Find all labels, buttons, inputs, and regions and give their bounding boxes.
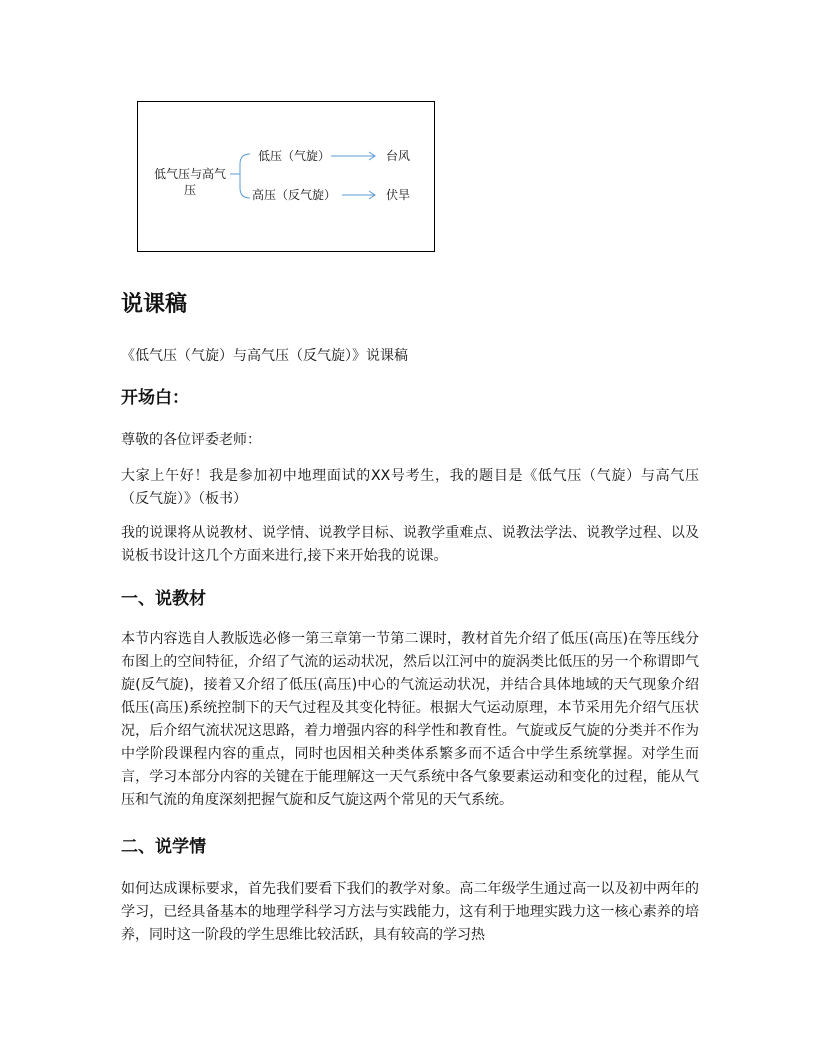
- section1-body: 本节内容选自人教版选必修一第三章第一节第二课时，教材首先介绍了低压(高压)在等压线分布图上的空间特征，介绍了气流的运动状况，然后以江河中的旋涡类比低压的另一个称谓即气旋(反气旋)，接着又介绍了低压(高压)中心的气流运动状况，并结合具体地域的天气现象介绍低压(高压)系统控制下的天气过程及其变化特征。根据大气运动原理，本节采用先介绍气压状况，后介绍气流状况这思路，着力增强内容的科学性和教育性。气旋或反气旋的分类并不作为中学阶段课程内容的重点，同时也因相关种类体系繁多而不适合中学生系统掌握。对学生而言，学习本部分内容的关键在于能理解这一天气系统中各气象要素运动和变化的过程，能从气压和气流的角度深刻把握气旋和反气旋这两个常见的天气系统。: [121, 631, 699, 808]
- page-title: 说课稿: [121, 292, 188, 317]
- diagram-branch-top: 低压（气旋）: [258, 149, 331, 163]
- intro-paragraph: 大家上午好！我是参加初中地理面试的XX号考生，我的题目是《低气压（气旋）与高气压（反气旋）》（板书）: [121, 468, 699, 507]
- concept-diagram: [137, 101, 435, 252]
- diagram-root-label: 低气压与高气压: [153, 167, 226, 197]
- diagram-branch-bottom: 高压（反气旋）: [252, 188, 337, 202]
- opening-heading: 开场白：: [121, 388, 189, 408]
- diagram-result-bottom: 伏旱: [386, 188, 411, 202]
- section2-body: 如何达成课标要求，首先我们要看下我们的教学对象。高二年级学生通过高一以及初中两年的学习，已经具备基本的地理学科学习方法与实践能力，这有利于地理实践力这一核心素养的培养，同时这一阶段的学生思维比较活跃，具有较高的学习热: [121, 881, 699, 943]
- section2-heading: 二、说学情: [121, 837, 206, 857]
- plan-paragraph: 我的说课将从说教材、说学情、说教学目标、说教学重难点、说教法学法、说教学过程、以及说板书设计这几个方面来进行,接下来开始我的说课。: [121, 525, 699, 564]
- greeting: 尊敬的各位评委老师：: [121, 432, 261, 448]
- section1-heading: 一、说教材: [121, 589, 206, 609]
- diagram-result-top: 台风: [386, 149, 411, 163]
- subtitle: 《低气压（气旋）与高气压（反气旋）》说课稿: [121, 348, 408, 364]
- bracket: [240, 154, 250, 198]
